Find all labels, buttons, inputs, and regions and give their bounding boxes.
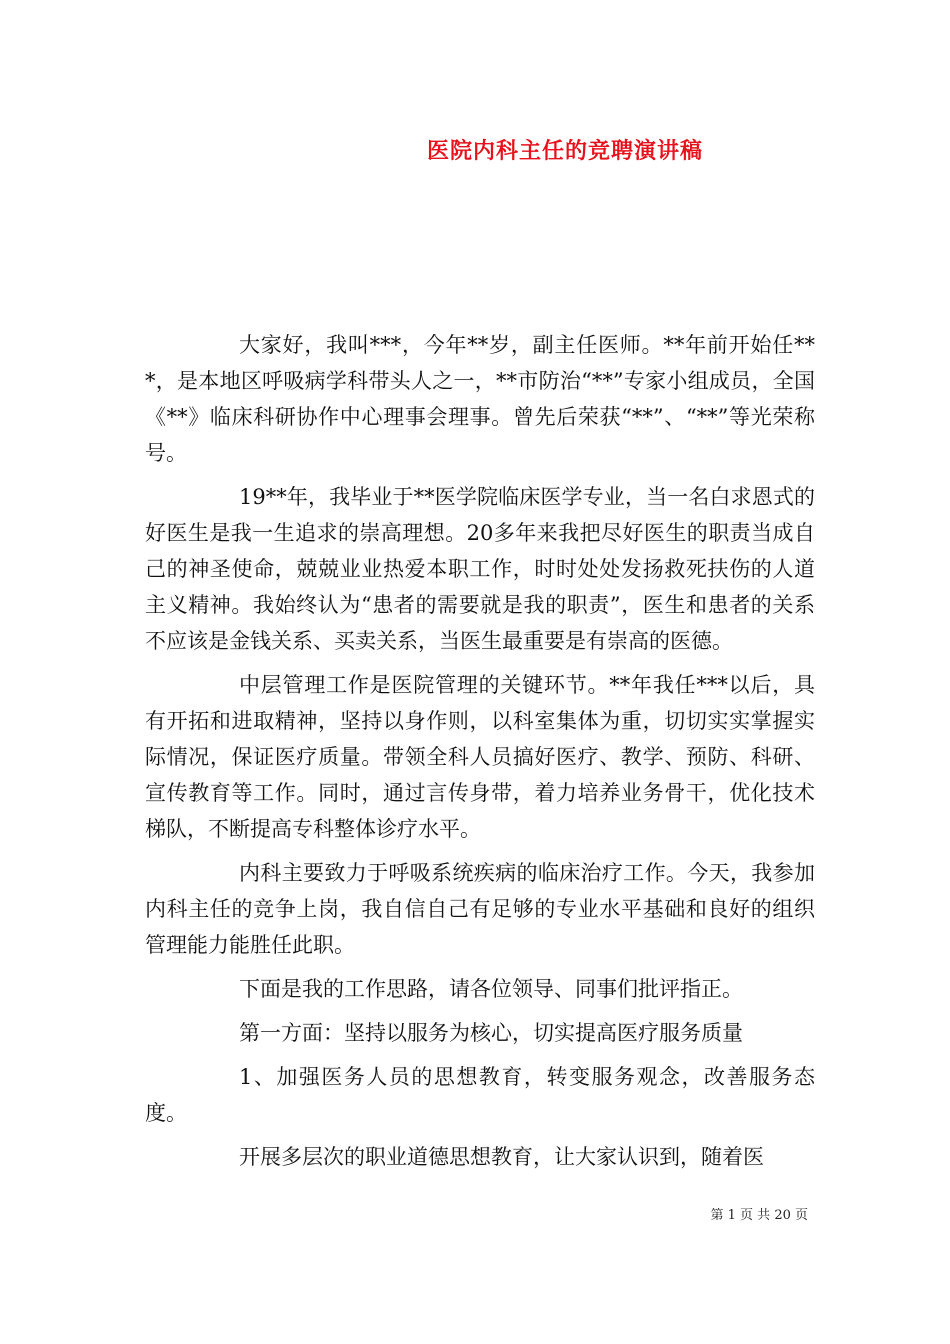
paragraph-management-experience: 中层管理工作是医院管理的关键环节。**年我任***以后，具有开拓和进取精神，坚持以身作则，以科室集体为重，切切实实掌握实际情况，保证医疗质量。带领全科人员搞好医疗、教学、预防、科研、宣传教育等工作。同时，通过言传身带，着力培养业务骨干，优化技术梯队，不断提高专科整体诊疗水平。 xyxy=(145,673,815,841)
page-number-footer: 第 1 页 共 20 页 xyxy=(710,1208,808,1223)
paragraph-work-plan-intro: 下面是我的工作思路，请各位领导、同事们批评指正。 xyxy=(239,977,743,1001)
document-title: 医院内科主任的竞聘演讲稿 xyxy=(426,138,703,164)
paragraph-department-focus: 内科主要致力于呼吸系统疾病的临床治疗工作。今天，我参加内科主任的竞争上岗，我自信自己有足够的专业水平基础和良好的组织管理能力能胜任此职。 xyxy=(145,861,815,957)
paragraph-education-ideals: 19**年，我毕业于**医学院临床医学专业，当一名白求恩式的好医生是我一生追求的崇高理想。20多年来我把尽好医生的职责当成自己的神圣使命，兢兢业业热爱本职工作，时时处处发扬救死扶伤的人道主义精神。我始终认为“患者的需要就是我的职责”，医生和患者的关系不应该是金钱关系、买卖关系，当医生最重要是有崇高的医德。 xyxy=(145,485,815,653)
paragraph-ethics-education: 开展多层次的职业道德思想教育，让大家认识到，随着医 xyxy=(239,1145,764,1169)
paragraph-item-one: 1、加强医务人员的思想教育，转变服务观念，改善服务态度。 xyxy=(145,1065,815,1125)
document-body xyxy=(145,327,815,1183)
paragraph-introduction: 大家好，我叫***，今年**岁，副主任医师。**年前开始任***，是本地区呼吸病学科带头人之一，**市防治“**”专家小组成员，全国《**》临床科研协作中心理事会理事。曾先后荣获“**”、“**”等光荣称号。 xyxy=(145,333,815,465)
paragraph-section-heading: 第一方面：坚持以服务为核心，切实提高医疗服务质量 xyxy=(239,1021,743,1045)
